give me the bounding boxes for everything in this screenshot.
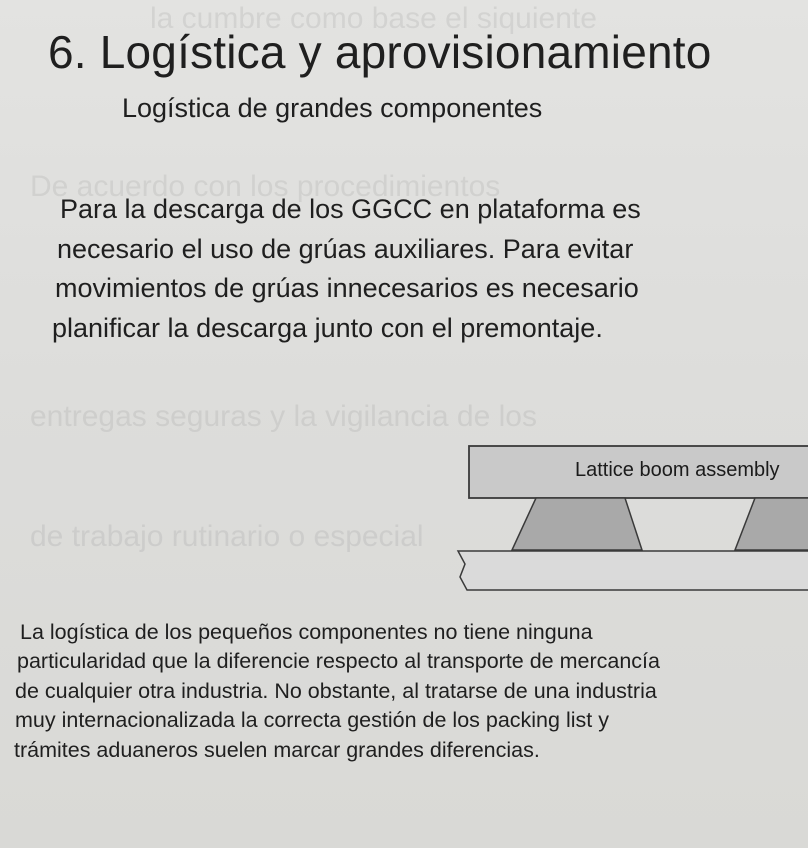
diagram-label: Lattice boom assembly: [575, 459, 780, 481]
support-block-right: [735, 498, 808, 550]
intro-line: movimientos de grúas innecesarios es necesario: [55, 273, 639, 303]
body-line: particularidad que la diferencie respecto al transporte de mercancía: [17, 649, 660, 674]
intro-line: necesario el uso de grúas auxiliares. Para evitar: [57, 233, 634, 264]
intro-line: planificar la descarga junto con el premontaje.: [52, 312, 603, 343]
support-block-left: [512, 498, 642, 550]
body-paragraph: [14, 618, 808, 765]
intro-paragraph: [50, 190, 808, 348]
section-subtitle: Logística de grandes componentes: [122, 93, 543, 123]
body-line: de cualquier otra industria. No obstante, al tratarse de una industria: [15, 678, 657, 703]
bleed-through-text: de trabajo rutinario o especial: [30, 520, 424, 553]
lattice-boom-diagram: [450, 440, 808, 600]
intro-line: Para la descarga de los GGCC en plataforma es: [60, 194, 641, 224]
page-title: 6. Logística y aprovisionamiento: [48, 26, 712, 78]
bleed-through-text: entregas seguras y la vigilancia de los: [30, 400, 537, 433]
body-line: muy internacionalizada la correcta gestión de los packing list y: [15, 708, 609, 733]
bleed-through-text: De acuerdo con los procedimientos: [30, 170, 501, 203]
body-line: La logística de los pequeños componentes no tiene ninguna: [20, 620, 593, 644]
bleed-through-text: la cumbre como base el siquiente: [150, 2, 597, 35]
body-line: trámites aduaneros suelen marcar grandes diferencias.: [14, 737, 540, 762]
ground-strip: [458, 551, 808, 590]
